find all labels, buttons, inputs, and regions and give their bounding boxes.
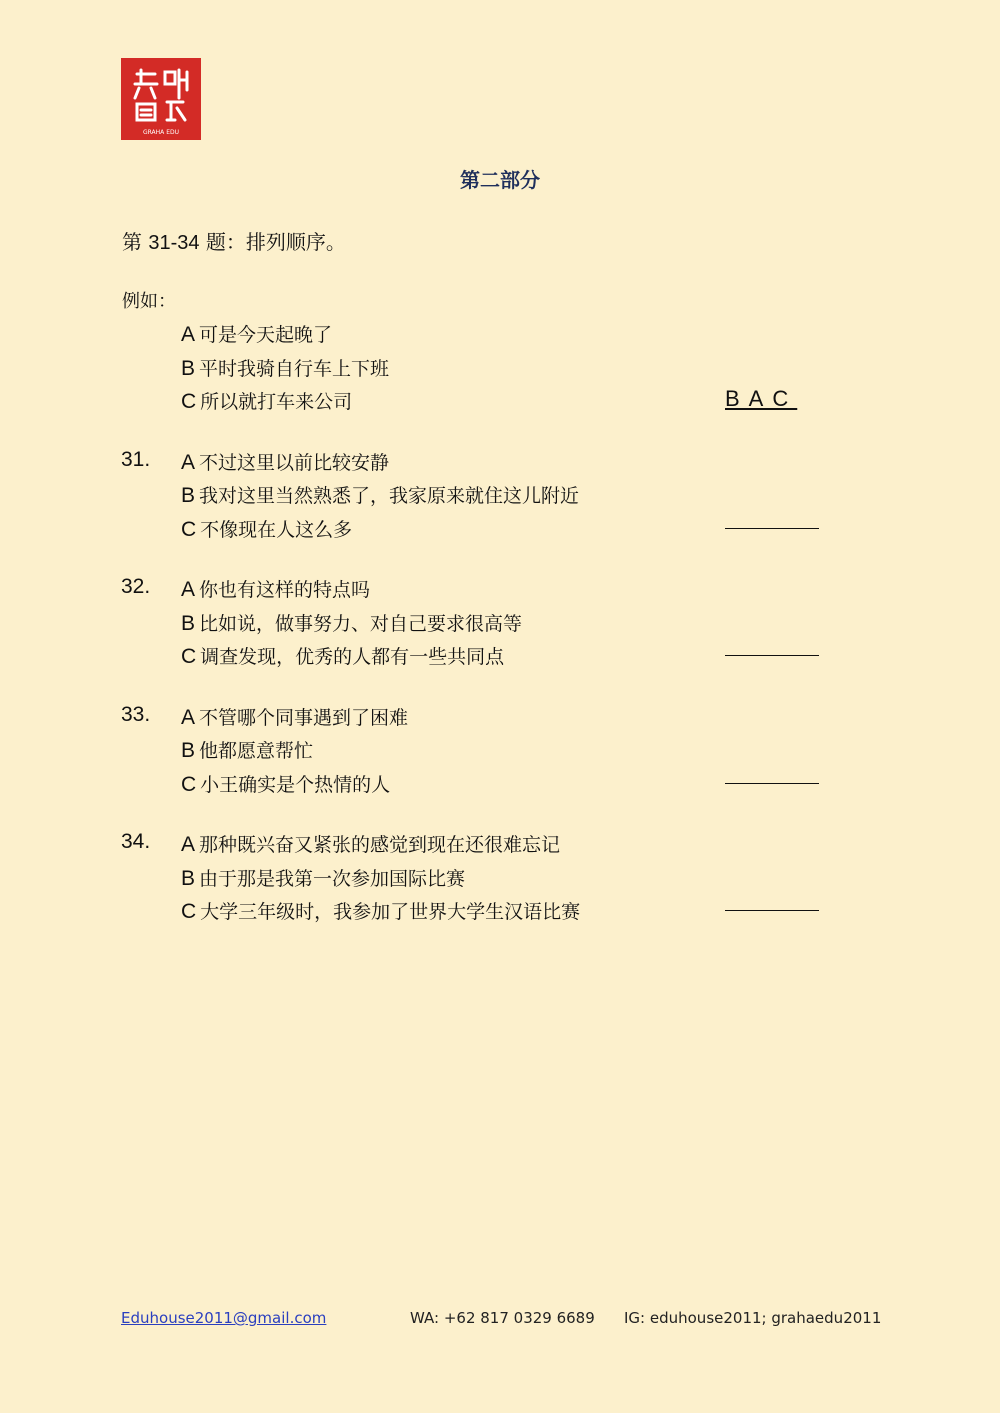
svg-text:GRAHA EDU: GRAHA EDU (142, 129, 180, 136)
option-letter: B (181, 484, 196, 507)
question-option (181, 642, 504, 669)
question-option (181, 575, 370, 602)
example-option (181, 320, 332, 347)
question-number: 32. (121, 575, 151, 598)
option-text: 不管哪个同事遇到了困难 (199, 707, 409, 729)
option-letter: C (181, 390, 197, 413)
question-option (181, 703, 408, 730)
option-text: 调查发现，优秀的人都有一些共同点 (200, 646, 505, 668)
option-text: 由于那是我第一次参加国际比赛 (199, 868, 466, 890)
question-number: 31. (121, 448, 151, 471)
option-letter: A (181, 578, 196, 601)
option-text: 大学三年级时，我参加了世界大学生汉语比赛 (200, 901, 581, 923)
question-option (181, 609, 522, 636)
logo-seal-icon (121, 58, 201, 140)
option-text: 平时我骑自行车上下班 (199, 358, 390, 380)
answer-blank[interactable] (725, 528, 819, 529)
option-text: 他都愿意帮忙 (199, 740, 314, 762)
option-letter: A (181, 451, 196, 474)
option-text: 我对这里当然熟悉了，我家原来就住这儿附近 (199, 485, 580, 507)
option-text: 小王确实是个热情的人 (200, 774, 391, 796)
answer-blank[interactable] (725, 910, 819, 911)
example-option (181, 354, 389, 381)
question-number: 34. (121, 830, 151, 853)
example-label: 例如： (122, 291, 176, 312)
option-letter: B (181, 867, 196, 890)
option-text: 你也有这样的特点吗 (199, 579, 371, 601)
question-option (181, 736, 313, 763)
option-text: 不像现在人这么多 (200, 519, 353, 541)
option-letter: B (181, 612, 196, 635)
option-text: 所以就打车来公司 (200, 391, 353, 413)
option-letter: A (181, 706, 196, 729)
email-link[interactable]: Eduhouse2011@gmail.com (121, 1309, 327, 1327)
footer-email[interactable] (121, 1309, 326, 1327)
option-text: 可是今天起晚了 (199, 324, 333, 346)
example-option (181, 387, 352, 414)
option-letter: A (181, 833, 196, 856)
answer-blank[interactable] (725, 783, 819, 784)
question-option (181, 770, 390, 797)
question-option (181, 448, 389, 475)
question-option (181, 481, 579, 508)
option-text: 不过这里以前比较安静 (199, 452, 390, 474)
question-option (181, 864, 465, 891)
example-answer: BAC (725, 386, 798, 411)
instruction-suffix: 题：排列顺序。 (199, 230, 346, 254)
option-letter: B (181, 739, 196, 762)
question-number: 33. (121, 703, 151, 726)
question-option (181, 515, 352, 542)
option-letter: A (181, 323, 196, 346)
answer-blank[interactable] (725, 655, 819, 656)
option-text: 那种既兴奋又紧张的感觉到现在还很难忘记 (199, 834, 561, 856)
question-option (181, 830, 560, 857)
brand-logo (121, 58, 201, 140)
option-letter: C (181, 773, 197, 796)
footer-wa: WA: +62 817 0329 6689 (410, 1309, 595, 1327)
instruction (122, 226, 346, 255)
section-title: 第二部分 (460, 168, 540, 192)
option-letter: C (181, 518, 197, 541)
footer-ig: IG: eduhouse2011; grahaedu2011 (624, 1309, 882, 1327)
option-letter: B (181, 357, 196, 380)
question-option (181, 897, 580, 924)
option-letter: C (181, 645, 197, 668)
instruction-prefix: 第 (122, 230, 149, 254)
instruction-range: 31-34 (148, 232, 200, 254)
option-letter: C (181, 900, 197, 923)
option-text: 比如说，做事努力、对自己要求很高等 (199, 613, 523, 635)
